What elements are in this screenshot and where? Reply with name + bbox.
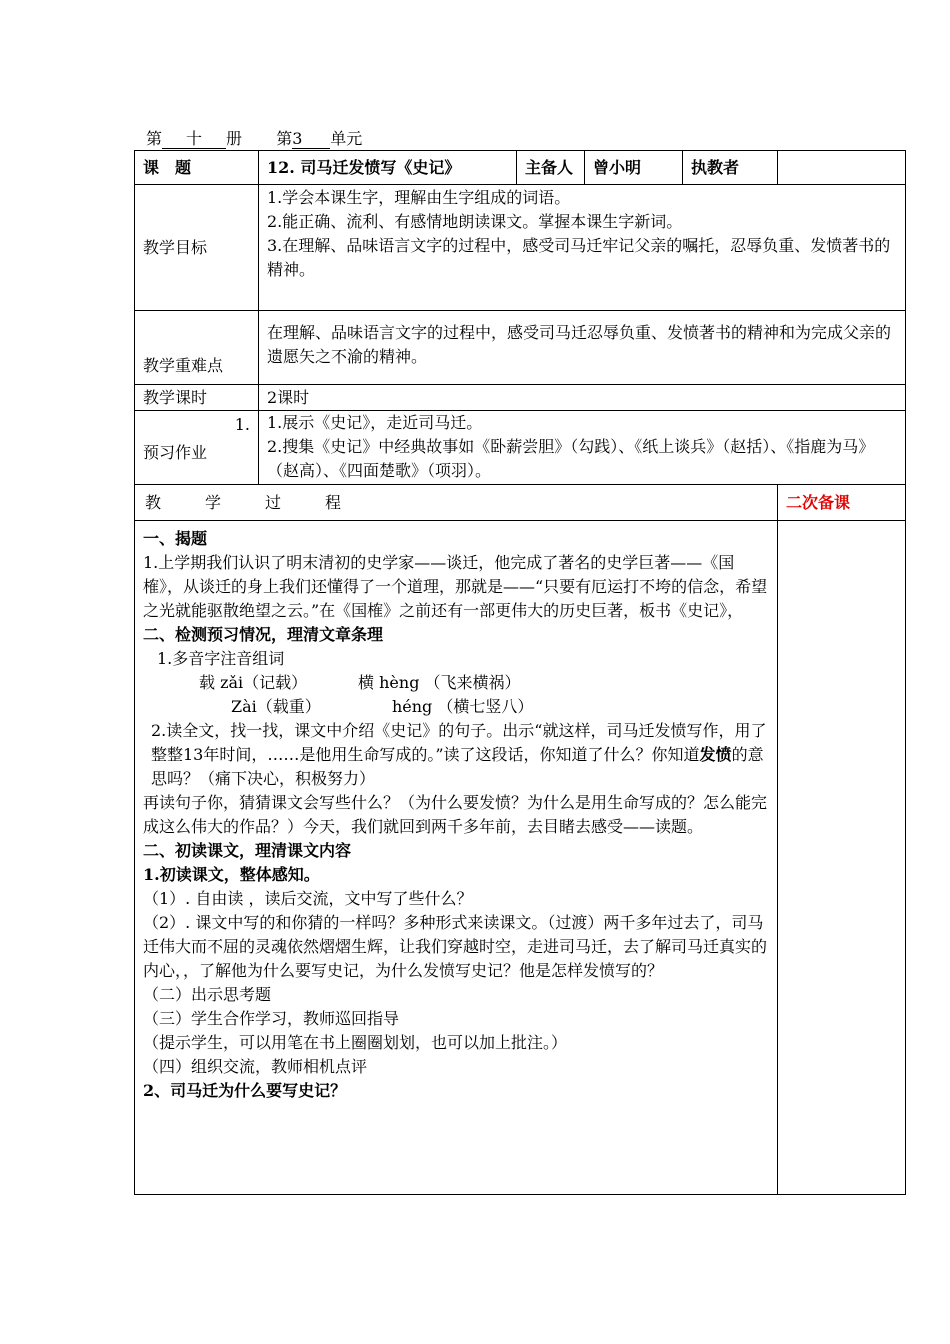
paragraph: （二）出示思考题 bbox=[143, 985, 272, 1004]
topic-value: 12. 司马迁发愤写《史记》 bbox=[259, 151, 517, 185]
process-row bbox=[135, 521, 906, 1195]
second-prep-label: 二次备课 bbox=[778, 485, 906, 521]
preview-label-cell bbox=[135, 411, 259, 485]
paragraph: 再读句子你，猜猜课文会写些什么？（为什么要发愤？为什么是用生命写成的？怎么能完成这么伟大的作品？）今天，我们就回到两千多年前，去目睹去感受——读题。 bbox=[143, 793, 768, 836]
paragraph-text: 的意思吗？（痛下决心，积极努力） bbox=[151, 745, 764, 788]
header-ce: 册 bbox=[226, 129, 243, 148]
paragraph-text: 2.读全文，找一找，课文中介绍《史记》的句子。出示“就这样，司马迁发愤写作，用了整整13年时间，……是他用生命写成的。”读了这段话，你知道了什么？你知道 bbox=[151, 721, 767, 764]
paragraph: 1.上学期我们认识了明末清初的史学家——谈迁，他完成了著名的史学巨著——《国榷》，从谈迁的身上我们还懂得了一个道理，那就是——“只要有厄运打不垮的信念，希望之光就能驱散绝望之云。”在《国榷》之前还有一部更伟大的历史巨著，板书《史记》， bbox=[143, 553, 768, 620]
process-label: 教 学 过 程 bbox=[135, 485, 778, 521]
book-number: 十 bbox=[162, 130, 226, 149]
unit-number: 3 bbox=[292, 130, 330, 149]
header-line bbox=[146, 126, 362, 149]
process-content bbox=[135, 521, 778, 1195]
topic-row bbox=[135, 151, 906, 185]
goal-item: 3.在理解、品味语言文字的过程中，感受司马迁牢记父亲的嘱托，忍辱负重、发愤著书的精神。 bbox=[267, 236, 891, 279]
preview-number: 1. bbox=[234, 415, 250, 434]
preview-content bbox=[259, 411, 906, 485]
section-title: 2、司马迁为什么要写史记？ bbox=[143, 1081, 347, 1100]
header-di2: 第 bbox=[276, 129, 293, 148]
paragraph bbox=[143, 719, 769, 791]
section-subtitle: 1.初读课文，整体感知。 bbox=[143, 865, 320, 884]
goals-content bbox=[259, 185, 906, 311]
header-di1: 第 bbox=[146, 129, 163, 148]
section-title: 一、揭题 bbox=[143, 529, 208, 548]
preview-label: 预习作业 bbox=[143, 442, 208, 462]
paragraph: （四）组织交流，教师相机点评 bbox=[143, 1057, 368, 1076]
goal-item: 1.学会本课生字，理解由生字组成的词语。 bbox=[267, 188, 571, 207]
keypoints-row bbox=[135, 311, 906, 385]
pinyin-line: Zài（载重） héng （横七竖八） bbox=[231, 697, 534, 716]
section-title: 二、初读课文，理清课文内容 bbox=[143, 841, 352, 860]
pinyin-line: 载 zǎi（记载） 横 hèng （飞来横祸） bbox=[199, 673, 521, 692]
goal-item: 2.能正确、流利、有感情地朗读课文。掌握本课生字新词。 bbox=[267, 212, 683, 231]
teacher-value bbox=[778, 151, 906, 185]
bold-term: 发愤 bbox=[699, 745, 732, 764]
preview-item: 2.搜集《史记》中经典故事如《卧薪尝胆》（勾践）、《纸上谈兵》（赵括）、《指鹿为马》（赵高）、《四面楚歌》（项羽）。 bbox=[267, 437, 875, 480]
hours-row bbox=[135, 385, 906, 411]
paragraph: 1.多音字注音组词 bbox=[157, 649, 285, 668]
lesson-plan-table bbox=[134, 150, 906, 1195]
goals-label: 教学目标 bbox=[135, 185, 259, 311]
preview-item: 1.展示《史记》，走近司马迁。 bbox=[267, 413, 483, 432]
topic-label: 课 题 bbox=[135, 151, 259, 185]
preview-row bbox=[135, 411, 906, 485]
preparer-label: 主备人 bbox=[517, 151, 585, 185]
keypoints-label: 教学重难点 bbox=[135, 311, 259, 385]
process-header-row bbox=[135, 485, 906, 521]
keypoints-text: 在理解、品味语言文字的过程中，感受司马迁忍辱负重、发愤著书的精神和为完成父亲的遗愿矢之不渝的精神。 bbox=[259, 311, 906, 385]
paragraph: （1）. 自由读 ，读后交流，文中写了些什么？ bbox=[143, 889, 473, 908]
paragraph: （提示学生，可以用笔在书上圈圈划划，也可以加上批注。） bbox=[143, 1033, 568, 1052]
hours-label: 教学课时 bbox=[135, 385, 259, 411]
second-prep-content bbox=[778, 521, 906, 1195]
hours-value: 2课时 bbox=[259, 385, 906, 411]
header-danyuan: 单元 bbox=[330, 129, 363, 148]
paragraph: （三）学生合作学习，教师巡回指导 bbox=[143, 1009, 400, 1028]
goals-row bbox=[135, 185, 906, 311]
teacher-label: 执教者 bbox=[683, 151, 778, 185]
preparer-value: 曾小明 bbox=[585, 151, 683, 185]
paragraph: （2）. 课文中写的和你猜的一样吗？多种形式来读课文。（过渡）两千多年过去了，司马迁伟大而不屈的灵魂依然熠熠生辉，让我们穿越时空，走进司马迁，去了解司马迁真实的内心，，了解他为什么要写史记，为什么发愤写史记？他是怎样发愤写的？ bbox=[143, 913, 768, 980]
section-title: 二、检测预习情况，理清文章条理 bbox=[143, 625, 384, 644]
